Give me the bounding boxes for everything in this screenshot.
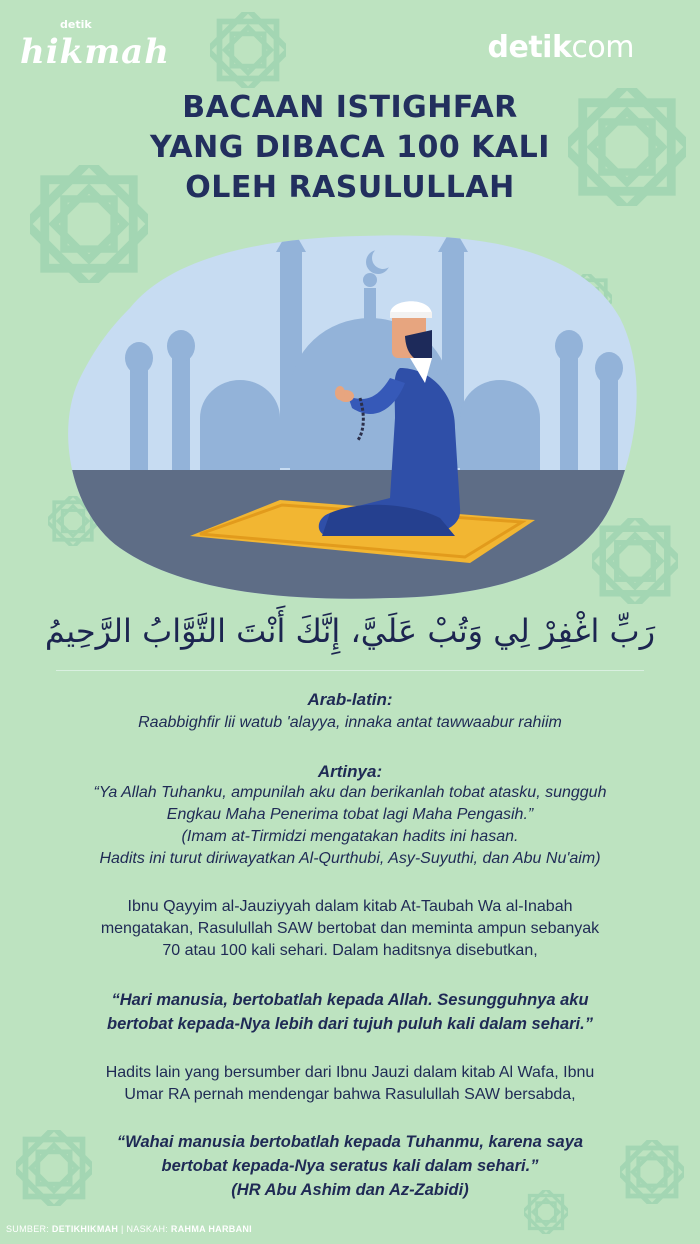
praying-man-illustration xyxy=(60,218,640,603)
latin-section xyxy=(30,690,670,734)
quote1-line-2: bertobat kepada-Nya lebih dari tujuh puluh kali dalam sehari.” xyxy=(107,1015,593,1033)
meaning-line-3: (Imam at-Tirmidzi mengatakan hadits ini hasan. xyxy=(181,828,519,845)
meaning-section xyxy=(30,762,670,870)
body1-line-2: mengatakan, Rasulullah SAW bertobat dan meminta ampun sebanyak xyxy=(100,920,600,937)
writer-label: NASKAH: xyxy=(126,1224,169,1234)
logo-big-text: hikmah xyxy=(20,32,170,72)
star-ornament-top-center xyxy=(210,12,286,88)
title-line-1: BACAAN ISTIGHFAR xyxy=(182,90,518,125)
meaning-line-4: Hadits ini turut diriwayatkan Al-Qurthubi, Asy-Suyuthi, dan Abu Nu'aim) xyxy=(99,850,601,867)
meaning-line-2: Engkau Maha Penerima tobat lagi Maha Pengasih.” xyxy=(166,806,534,823)
title-line-3: OLEH RASULULLAH xyxy=(185,170,515,205)
quote1-line-1: “Hari manusia, bertobatlah kepada Allah. Sesungguhnya aku xyxy=(111,991,589,1009)
quote2-source: (HR Abu Ashim dan Az-Zabidi) xyxy=(231,1181,469,1199)
quote-2 xyxy=(30,1130,670,1202)
detikhikmah-logo xyxy=(20,18,170,74)
meaning-line-1: “Ya Allah Tuhanku, ampunilah aku dan berikanlah tobat atasku, sungguh xyxy=(93,784,607,801)
quote2-line-2: bertobat kepada-Nya seratus kali dalam sehari.” xyxy=(161,1157,539,1175)
quote-1 xyxy=(30,988,670,1036)
title-line-2: YANG DIBACA 100 KALI xyxy=(150,130,550,165)
divider-line xyxy=(56,670,644,671)
page-title xyxy=(0,88,700,208)
writer-value: RAHMA HARBANI xyxy=(170,1224,252,1234)
body-paragraph-1 xyxy=(30,896,670,962)
detikcom-logo xyxy=(488,30,634,65)
arabic-dua-text: رَبِّ اغْفِرْ لِي وَتُبْ عَلَيَّ، إِنَّكَ أَنْتَ التَّوَّابُ الرَّحِيمُ xyxy=(44,612,656,650)
body1-line-1: Ibnu Qayyim al-Jauziyyah dalam kitab At-Taubah Wa al-Inabah xyxy=(127,898,573,915)
source-label: SUMBER: xyxy=(6,1224,50,1234)
logo-small-text: detik xyxy=(60,18,92,31)
latin-label: Arab-latin: xyxy=(307,690,393,709)
logo-com-text: com xyxy=(571,30,634,65)
source-value: DETIKHIKMAH xyxy=(51,1224,119,1234)
body2-line-1: Hadits lain yang bersumber dari Ibnu Jauzi dalam kitab Al Wafa, Ibnu xyxy=(105,1064,595,1081)
body1-line-3: 70 atau 100 kali sehari. Dalam haditsnya disebutkan, xyxy=(162,942,538,959)
footer-separator: | xyxy=(121,1224,124,1234)
meaning-label: Artinya: xyxy=(317,762,383,781)
body2-line-2: Umar RA pernah mendengar bahwa Rasulullah SAW bersabda, xyxy=(124,1086,576,1103)
credits-footer xyxy=(6,1224,252,1234)
logo-detik-text: detik xyxy=(487,30,572,65)
latin-text: Raabbighfir lii watub 'alayya, innaka antat tawwaabur rahiim xyxy=(138,714,562,731)
body-paragraph-2 xyxy=(30,1062,670,1106)
quote2-line-1: “Wahai manusia bertobatlah kepada Tuhanmu, karena saya xyxy=(116,1133,584,1151)
